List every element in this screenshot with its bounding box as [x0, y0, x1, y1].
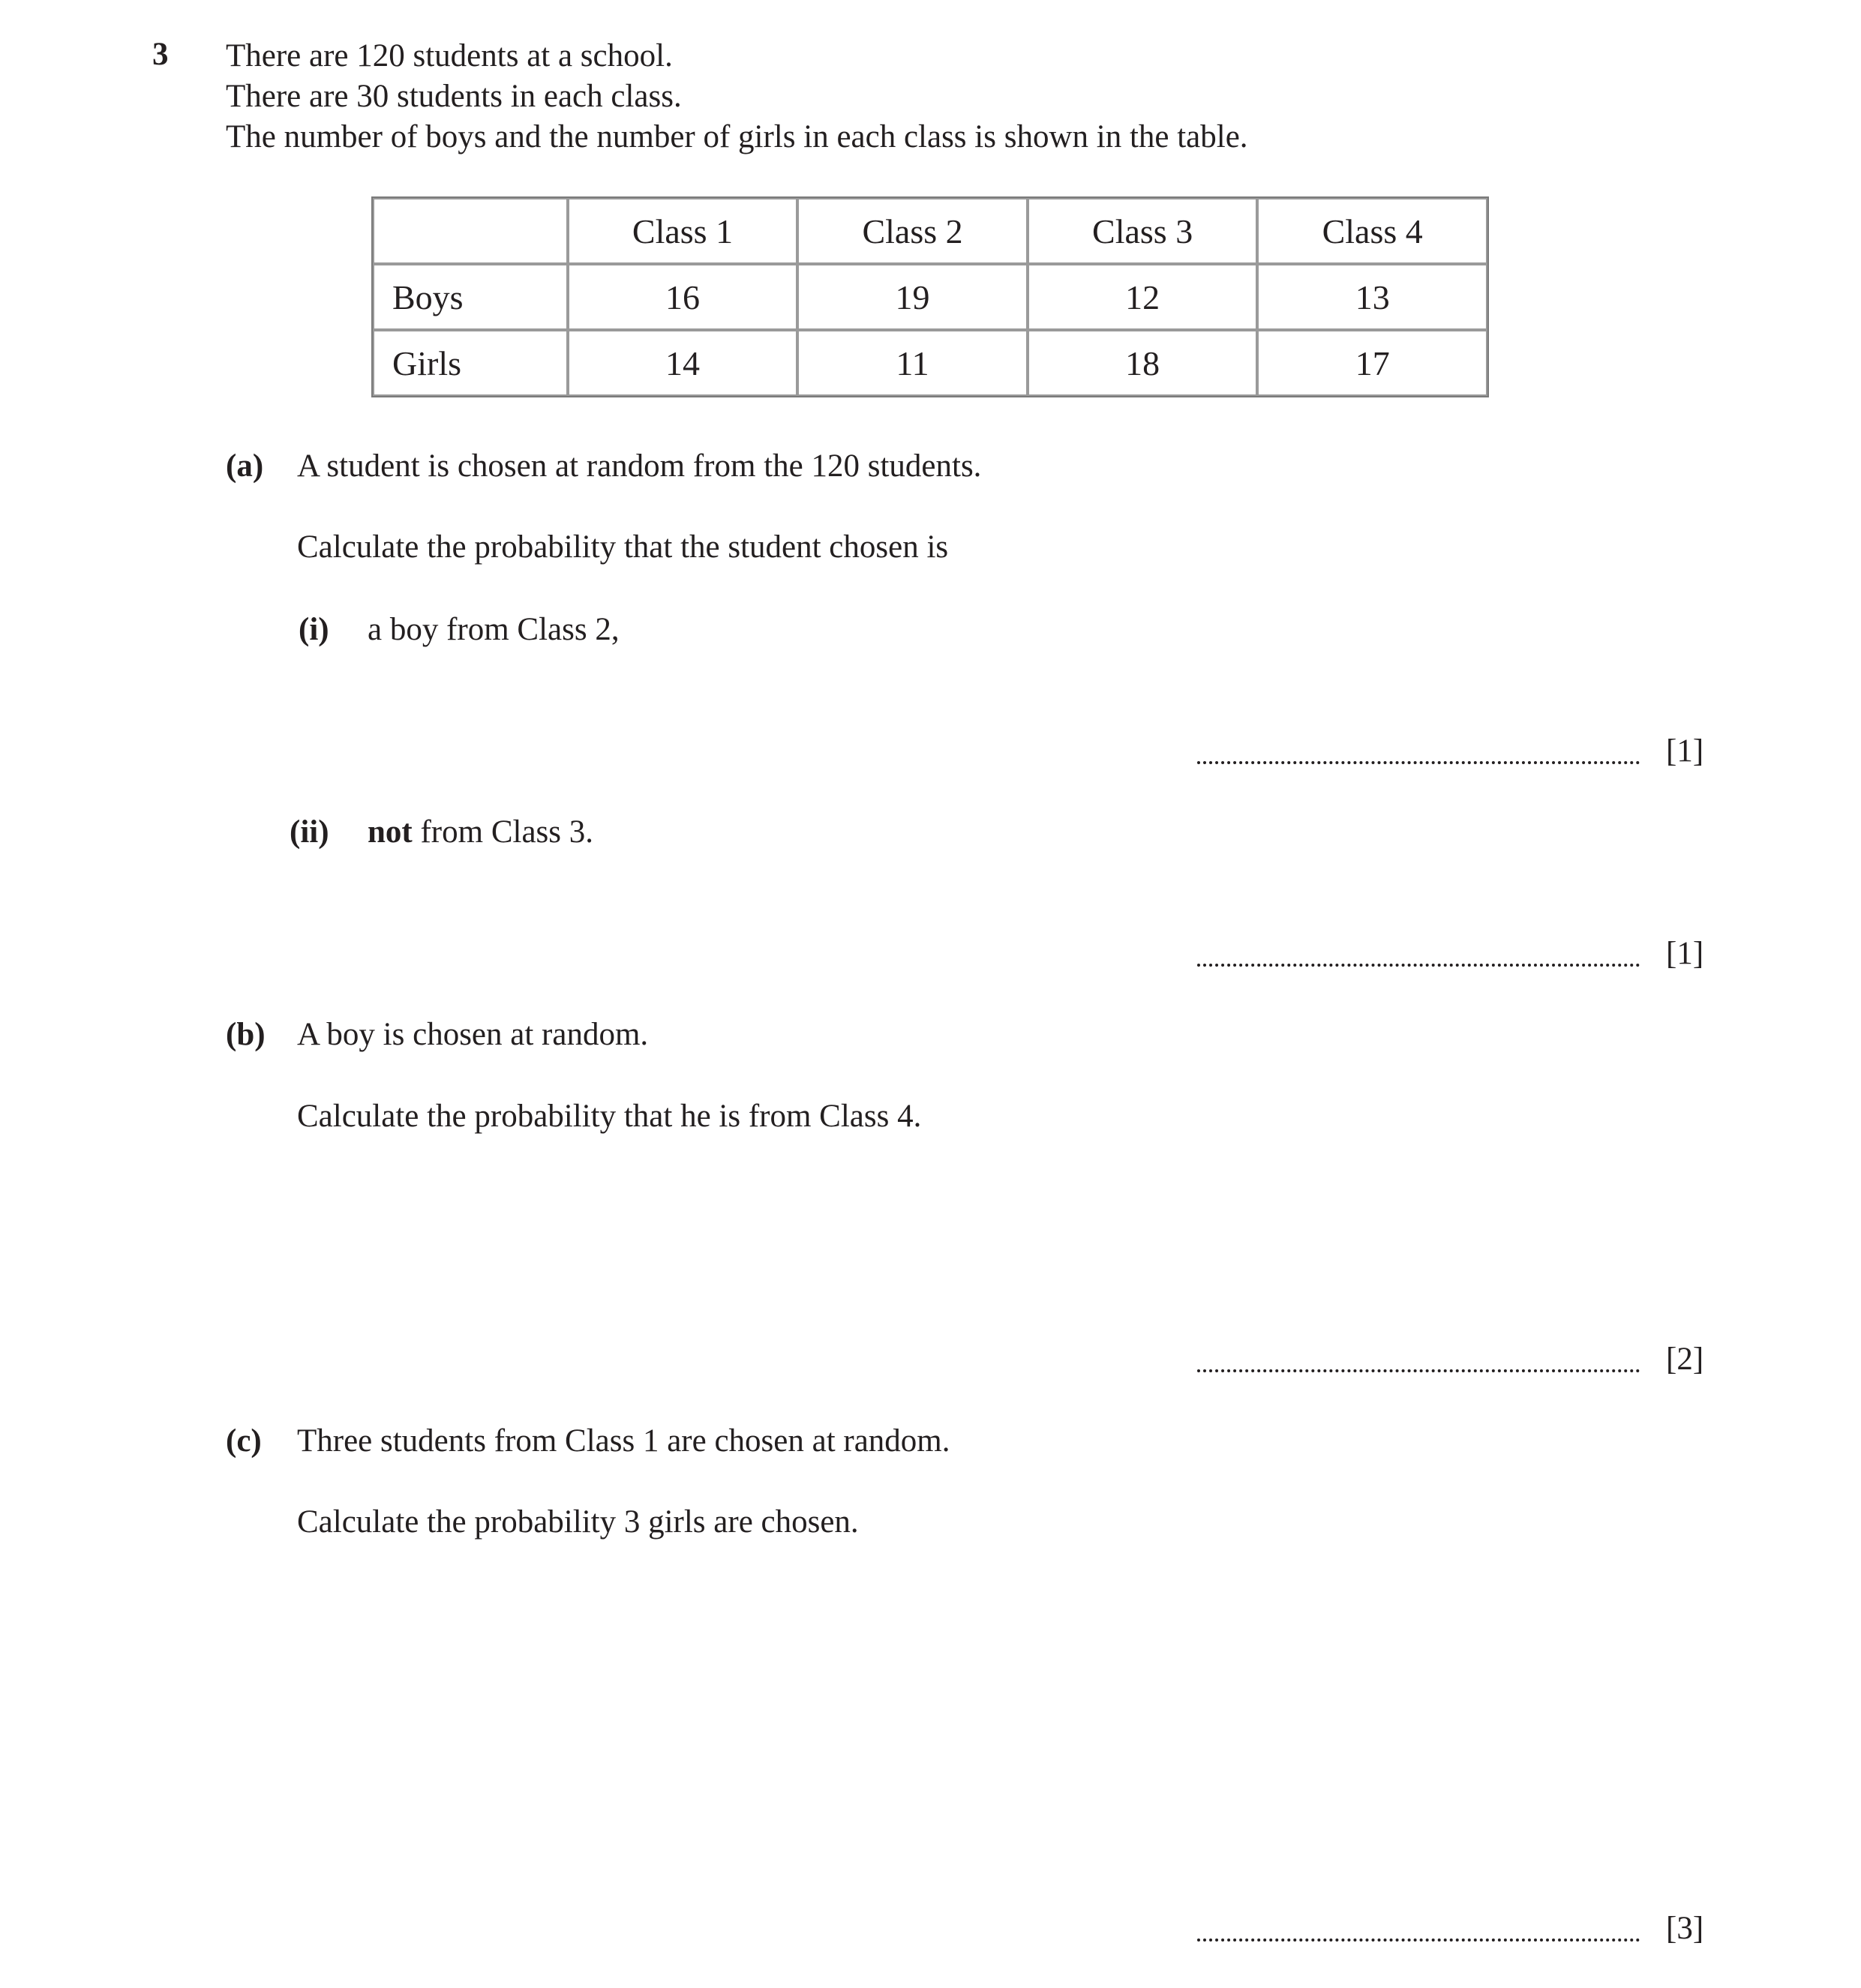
- table-header-cell: Class 3: [1028, 198, 1258, 264]
- part-a-i-label: (i): [299, 612, 329, 647]
- part-a-i-text: a boy from Class 2,: [368, 612, 620, 647]
- marks-c: [3]: [1666, 1911, 1704, 1946]
- table-cell: 13: [1257, 264, 1487, 330]
- table-header-cell: [373, 198, 568, 264]
- table-header-cell: Class 2: [797, 198, 1028, 264]
- intro-line-1: There are 120 students at a school.: [226, 38, 673, 73]
- part-a-label: (a): [226, 448, 264, 484]
- table-cell: 14: [568, 330, 798, 396]
- table-header-cell: Class 4: [1257, 198, 1487, 264]
- table-cell: 12: [1028, 264, 1258, 330]
- part-b-text: A boy is chosen at random.: [297, 1017, 649, 1052]
- answer-line-b[interactable]: [1197, 1369, 1640, 1372]
- marks-a-ii: [1]: [1666, 936, 1704, 971]
- part-c-instruction: Calculate the probability 3 girls are chosen.: [297, 1504, 859, 1540]
- table-header-cell: Class 1: [568, 198, 798, 264]
- table-cell: 16: [568, 264, 798, 330]
- part-b-label: (b): [226, 1017, 266, 1052]
- question-number: 3: [152, 37, 169, 72]
- part-c-text: Three students from Class 1 are chosen at random.: [297, 1423, 950, 1459]
- answer-line-c[interactable]: [1197, 1939, 1640, 1942]
- part-a-ii-text: [368, 812, 593, 853]
- answer-line-a-ii[interactable]: [1197, 964, 1640, 967]
- part-a-instruction: Calculate the probability that the student chosen is: [297, 529, 949, 565]
- part-a-ii-rest: from Class 3.: [412, 814, 594, 850]
- marks-a-i: [1]: [1666, 733, 1704, 769]
- answer-line-a-i[interactable]: [1197, 761, 1640, 764]
- intro-line-2: There are 30 students in each class.: [226, 79, 682, 114]
- table-cell: 11: [797, 330, 1028, 396]
- table-cell: 18: [1028, 330, 1258, 396]
- part-c-label: (c): [226, 1423, 262, 1459]
- class-table: [371, 196, 1489, 397]
- part-a-text: A student is chosen at random from the 120 students.: [297, 448, 982, 484]
- row-label: Boys: [373, 264, 568, 330]
- table-cell: 19: [797, 264, 1028, 330]
- row-label: Girls: [373, 330, 568, 396]
- table-header-row: [373, 198, 1487, 264]
- table-cell: 17: [1257, 330, 1487, 396]
- part-a-ii-label: (ii): [290, 814, 329, 850]
- table-row: [373, 264, 1487, 330]
- part-b-instruction: Calculate the probability that he is from Class 4.: [297, 1099, 922, 1134]
- table-row: [373, 330, 1487, 396]
- emphasis-not: not: [368, 814, 413, 850]
- intro-line-3: The number of boys and the number of girls in each class is shown in the table.: [226, 119, 1248, 154]
- marks-b: [2]: [1666, 1342, 1704, 1377]
